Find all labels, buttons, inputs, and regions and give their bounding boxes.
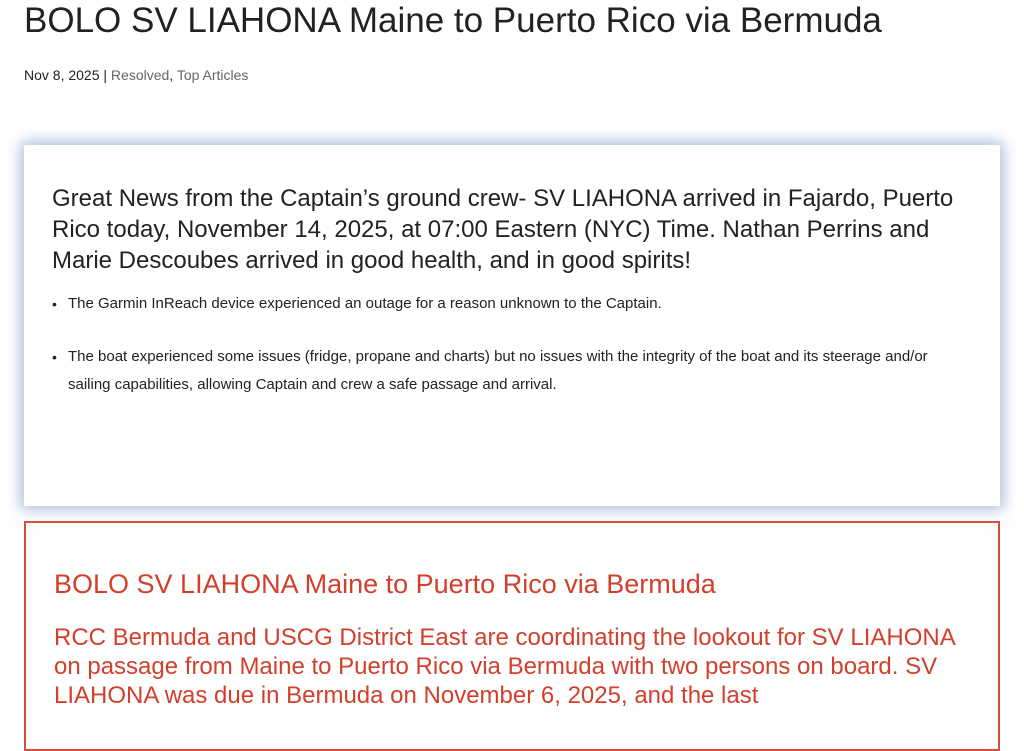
update-bullet-text: The boat experienced some issues (fridge, propane and charts) but no issues with the integrity of the boat and its steerage and/or sailing capabilities, allowing Captain and crew a safe passage and arrival. bbox=[68, 348, 928, 393]
list-item bbox=[52, 343, 972, 399]
bullet-icon: • bbox=[52, 296, 57, 312]
list-item bbox=[52, 290, 972, 318]
post-meta bbox=[24, 66, 248, 84]
update-notice-box bbox=[24, 145, 1000, 506]
bolo-alert-box bbox=[24, 521, 1000, 751]
bolo-body-text: RCC Bermuda and USCG District East are coordinating the lookout for SV LIAHONA on passage from Maine to Puerto Rico via Bermuda with two persons on board. SV LIAHONA was due in Bermuda on November 6, 2025, and the last bbox=[54, 624, 955, 709]
bolo-title: BOLO SV LIAHONA Maine to Puerto Rico via Bermuda bbox=[54, 569, 716, 599]
post-date: Nov 8, 2025 bbox=[24, 67, 100, 83]
update-bullet-text: The Garmin InReach device experienced an outage for a reason unknown to the Captain. bbox=[68, 295, 662, 312]
update-bullet-list bbox=[52, 290, 972, 399]
category-separator: , bbox=[169, 67, 177, 83]
bullet-icon: • bbox=[52, 349, 57, 365]
update-lead-text: Great News from the Captain’s ground crew- SV LIAHONA arrived in Fajardo, Puerto Rico today, November 14, 2025, at 07:00 Eastern (NYC) Time. Nathan Perrins and Marie Descoubes arrived in good health, and in good spirits! bbox=[52, 185, 954, 274]
category-link-top-articles[interactable]: Top Articles bbox=[176, 67, 249, 83]
meta-separator: | bbox=[99, 67, 111, 83]
page-title: BOLO SV LIAHONA Maine to Puerto Rico via Bermuda bbox=[24, 1, 882, 40]
category-link-resolved[interactable]: Resolved bbox=[110, 67, 170, 83]
